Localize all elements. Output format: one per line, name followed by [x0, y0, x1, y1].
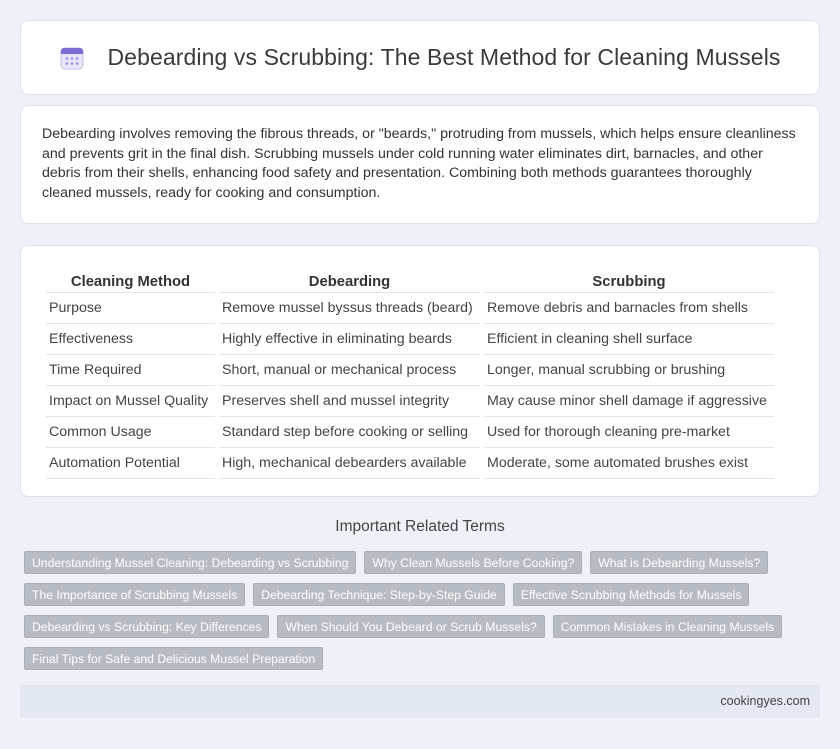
related-term-link[interactable]: Common Mistakes in Cleaning Mussels	[553, 615, 782, 638]
table-row	[46, 355, 774, 386]
footer	[20, 685, 820, 718]
table-cell: Moderate, some automated brushes exist	[484, 448, 774, 479]
table-row	[46, 448, 774, 479]
table-cell: Remove mussel byssus threads (beard)	[219, 293, 480, 324]
related-term-link[interactable]: What is Debearding Mussels?	[590, 551, 768, 574]
column-header: Scrubbing	[484, 265, 774, 293]
row-label: Purpose	[46, 293, 215, 324]
related-term-link[interactable]: When Should You Debeard or Scrub Mussels?	[277, 615, 544, 638]
related-term-link[interactable]: Final Tips for Safe and Delicious Mussel Preparation	[24, 647, 323, 670]
row-label: Common Usage	[46, 417, 215, 448]
related-term-link[interactable]: Why Clean Mussels Before Cooking?	[364, 551, 582, 574]
table-row	[46, 417, 774, 448]
header-card	[20, 20, 820, 95]
table-cell: May cause minor shell damage if aggressive	[484, 386, 774, 417]
table-cell: Used for thorough cleaning pre-market	[484, 417, 774, 448]
row-label: Impact on Mussel Quality	[46, 386, 215, 417]
related-term-link[interactable]: Debearding vs Scrubbing: Key Differences	[24, 615, 269, 638]
related-term-link[interactable]: Debearding Technique: Step-by-Step Guide	[253, 583, 505, 606]
table-cell: Preserves shell and mussel integrity	[219, 386, 480, 417]
related-term-link[interactable]: The Importance of Scrubbing Mussels	[24, 583, 245, 606]
row-label: Automation Potential	[46, 448, 215, 479]
column-header: Cleaning Method	[46, 265, 215, 293]
related-terms-list	[24, 551, 824, 670]
table-cell: High, mechanical debearders available	[219, 448, 480, 479]
comparison-table	[42, 265, 778, 479]
table-row	[46, 293, 774, 324]
site-name[interactable]: cookingyes.com	[720, 694, 810, 708]
table-cell: Short, manual or mechanical process	[219, 355, 480, 386]
intro-paragraph: Debearding involves removing the fibrous threads, or "beards," protruding from mussels, which helps ensure cleanliness and prevents grit in the final dish. Scrubbing mussels under cold running water eliminates dirt, barnacles, and other debris from their shells, enhancing food safety and presentation. Combining both methods guarantees thoroughly cleaned mussels, ready for cooking and consumption.	[42, 126, 796, 201]
calendar-icon	[59, 45, 85, 71]
row-label: Time Required	[46, 355, 215, 386]
table-row	[46, 386, 774, 417]
intro-card	[20, 105, 820, 224]
table-cell: Longer, manual scrubbing or brushing	[484, 355, 774, 386]
table-header-row	[46, 265, 774, 293]
page-title: Debearding vs Scrubbing: The Best Method for Cleaning Mussels	[107, 44, 781, 70]
related-term-link[interactable]: Effective Scrubbing Methods for Mussels	[513, 583, 750, 606]
row-label: Effectiveness	[46, 324, 215, 355]
comparison-table-card	[20, 245, 820, 497]
table-cell: Highly effective in eliminating beards	[219, 324, 480, 355]
table-row	[46, 324, 774, 355]
column-header: Debearding	[219, 265, 480, 293]
related-term-link[interactable]: Understanding Mussel Cleaning: Debearding vs Scrubbing	[24, 551, 356, 574]
table-cell: Standard step before cooking or selling	[219, 417, 480, 448]
related-terms-heading: Important Related Terms	[335, 518, 505, 535]
table-cell: Remove debris and barnacles from shells	[484, 293, 774, 324]
table-cell: Efficient in cleaning shell surface	[484, 324, 774, 355]
